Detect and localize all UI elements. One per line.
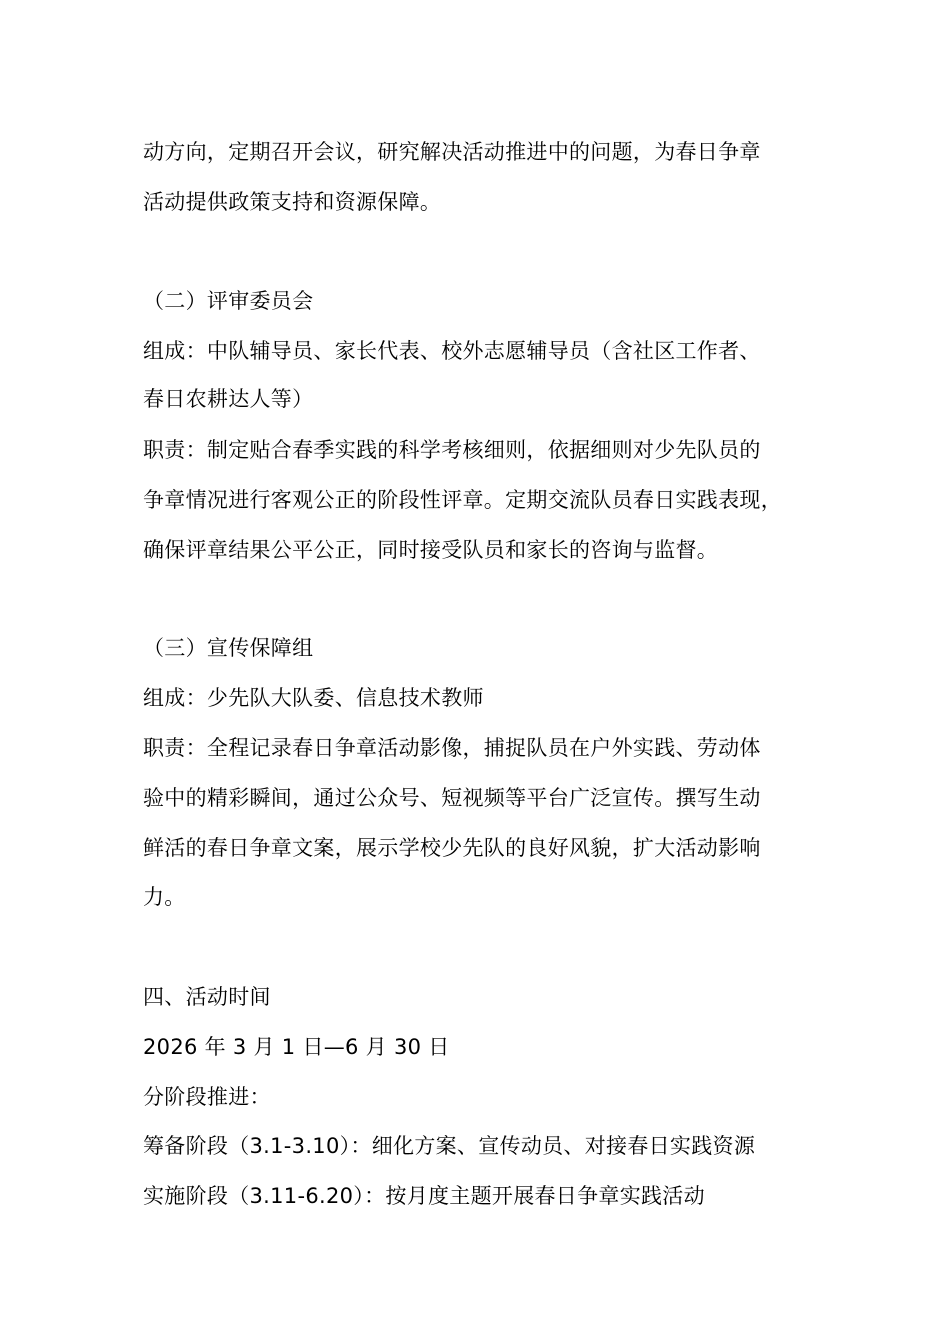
paragraph-line: 实施阶段（3.11-6.20）：按月度主题开展春日争章实践活动: [143, 1184, 705, 1208]
paragraph-line: 筹备阶段（3.1-3.10）：细化方案、宣传动员、对接春日实践资源: [143, 1134, 756, 1158]
section-heading: （二）评审委员会: [143, 289, 314, 313]
paragraph-line: 职责：制定贴合春季实践的科学考核细则，依据细则对少先队员的: [143, 438, 761, 462]
section-heading: （三）宣传保障组: [143, 636, 314, 660]
paragraph-line: 验中的精彩瞬间，通过公众号、短视频等平台广泛宣传。撰写生动: [143, 786, 761, 810]
paragraph-line: 活动提供政策支持和资源保障。: [143, 190, 442, 214]
paragraph-line: 动方向，定期召开会议，研究解决活动推进中的问题，为春日争章: [143, 140, 761, 164]
section-heading: 四、活动时间: [143, 985, 271, 1009]
paragraph-line: 职责：全程记录春日争章活动影像，捕捉队员在户外实践、劳动体: [143, 736, 761, 760]
paragraph-line: 组成：中队辅导员、家长代表、校外志愿辅导员（含社区工作者、: [143, 339, 761, 363]
paragraph-line: 确保评章结果公平公正，同时接受队员和家长的咨询与监督。: [143, 538, 719, 562]
date-range: 2026 年 3 月 1 日—6 月 30 日: [143, 1035, 450, 1059]
paragraph-line: 争章情况进行客观公正的阶段性评章。定期交流队员春日实践表现，: [143, 488, 782, 512]
paragraph-line: 分阶段推进：: [143, 1085, 271, 1109]
paragraph-line: 春日农耕达人等）: [143, 387, 314, 411]
paragraph-line: 组成：少先队大队委、信息技术教师: [143, 686, 484, 710]
paragraph-line: 鲜活的春日争章文案，展示学校少先队的良好风貌，扩大活动影响: [143, 836, 761, 860]
paragraph-line: 力。: [143, 885, 186, 909]
